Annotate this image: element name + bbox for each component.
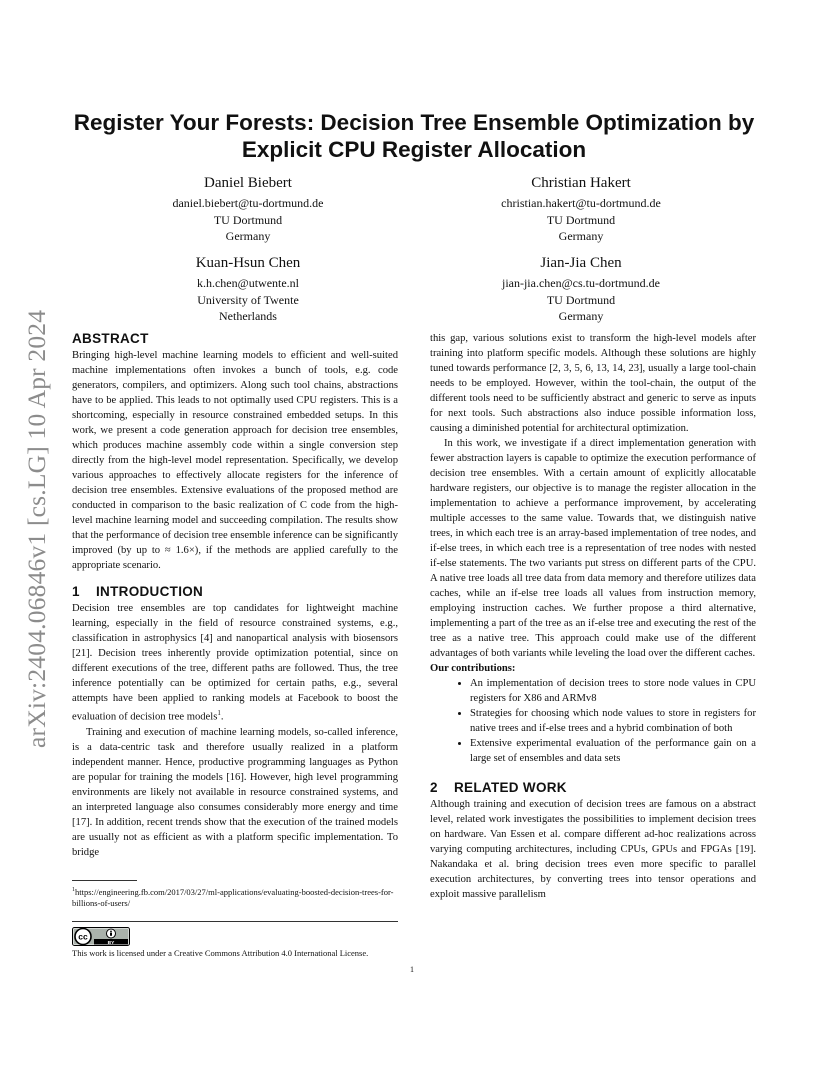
author-block-1: [118, 174, 378, 245]
related-heading: [430, 779, 756, 797]
footnote-mark: 1: [72, 887, 75, 893]
author-name: Daniel Biebert: [204, 175, 292, 191]
author-country: Germany: [558, 309, 604, 323]
abstract-heading: ABSTRACT: [72, 331, 149, 346]
related-paragraph-1: Although training and execution of decision trees are famous on a abstract level, related work investigates the possibilities to implement decision trees on hardware. Van Essen et al. compare different ad-hoc realizations across varying computing architectures, including CPUs, GPUs and FPGAs [19]. Nakandaka et al. bring decision trees even more specific to parallel execution architectures, by converting trees into tensor operations and exploit massive parallelism: [430, 799, 756, 900]
author-name: Christian Hakert: [531, 175, 631, 191]
contributions-list: [430, 676, 756, 766]
intro-paragraph-3: this gap, various solutions exist to transform the high-level models after training into platform specific models. Although these solutions are highly tuned towards performance [2, 3, 5, 6, 13, 14, 23], usually a large tool-chain needs to be employed. However, within the tool-chain, the output of the different tools need to be sufficiently abstract and generic to serve as inputs for next tools. Such abstractions also induce possible information loss, causing a diminished potential for architectural optimization.: [430, 333, 756, 434]
author-block-4: [451, 254, 711, 325]
list-item: • Extensive experimental evaluation of the performance gain on a large set of ensembles and data sets: [470, 736, 756, 766]
intro-paragraph-1: [72, 601, 398, 725]
cc-logo-text: cc: [78, 931, 88, 942]
section-number: 2: [430, 780, 438, 795]
author-block-2: [451, 174, 711, 245]
intro-paragraph-4: In this work, we investigate if a direct implementation generation with fewer abstraction layers is capable to optimize the execution performance of decision tree ensembles. With a certain amount of explicitly allocatable hardware registers, our objective is to manage the register allocation in the implementation to achieve a performance improvement, by accelerating multiple accesses to the same value. Towards that, we distinguish native trees, in which each tree is an array-based implementation of tree nodes, and if-else trees, in which each tree is a representation of tree nodes with nested if-else statements. The two variants put stress on different parts of the CPU. A native tree loads all tree data from data memory and therefore utilizes data caches, while an if-else tree loads all values from instruction memory, employing instruction caches. We further propose a third alternative, implementing a part of the tree as an if-else tree and executing the rest of the tree as a native tree. This approach could make use of the different advantages of both variants while leveling the load over the different caches.: [430, 438, 756, 659]
list-item: • Strategies for choosing which node values to store in registers for native trees and if-else trees and a hybrid combination of both: [470, 706, 756, 736]
intro-heading: [72, 583, 398, 601]
license-text: This work is licensed under a Creative Commons Attribution 4.0 International License.: [72, 948, 369, 958]
page-number: 1: [410, 965, 414, 974]
author-country: Germany: [558, 229, 604, 243]
footnote: [72, 885, 398, 909]
author-email: jian-jia.chen@cs.tu-dortmund.de: [501, 276, 660, 290]
cc-by-text: BY: [107, 940, 115, 946]
author-org: TU Dortmund: [546, 212, 616, 227]
footnote-ref[interactable]: 1: [217, 709, 221, 717]
right-column: [430, 331, 756, 902]
left-column: [72, 330, 398, 860]
license-rule: [72, 921, 398, 922]
author-org: TU Dortmund: [213, 212, 283, 227]
author-org: University of Twente: [197, 292, 299, 307]
abstract-text: Bringing high-level machine learning models to efficient and well-suited machine implementations often invokes a bunch of tools, e.g. code generators, compilers, and optimizers. Along such tool chains, abstractions have to be applied. This leads to not optimally used CPU registers. This is a shortcoming, especially in resource constrained embedded setups. In this work, we present a code generation approach for decision tree ensembles, which produces machine assembly code within a single conversion step directly from the high-level model representation. Specifically, we develop various approaches to effectively allocate registers for the inference of decision tree ensembles. Extensive evaluations of the proposed method are conducted in comparison to the basic realization of C code from the high-level machine learning model and succeeding compilation. The results show that the performance of decision tree ensemble inference can be significantly improved (by up to ≈ 1.6×), if the methods are applied carefully to the appropriate scenario.: [72, 350, 398, 571]
intro-paragraph-1-text: Decision tree ensembles are top candidates for lightweight machine learning, especially in the field of resource constrained systems, e.g., classification in astrophysics [4] and nanopartical analysis with biosensors [21]. Decision trees inherently provide optimization potential, since on different executions of the tree, different paths are followed. Thus, the tree inference potentially can be optimized for certain paths, e.g., several attempts have been applied to ranking models at Facebook to boost the evaluation of decision tree models: [72, 603, 398, 723]
intro-paragraph-1-end: .: [220, 711, 224, 723]
author-email: daniel.biebert@tu-dortmund.de: [172, 196, 324, 210]
section-title: INTRODUCTION: [96, 584, 204, 599]
paper-title: [60, 109, 768, 163]
footnote-link[interactable]: https://engineering.fb.com/2017/03/27/ml-applications/evaluating-boosted-decision-trees-for-billions-of-users/: [72, 886, 394, 908]
creative-commons-by-icon[interactable]: [72, 927, 130, 946]
author-org: TU Dortmund: [546, 292, 616, 307]
section-title: RELATED WORK: [454, 780, 567, 795]
footnote-rule: [72, 880, 137, 881]
author-country: Germany: [225, 229, 271, 243]
list-item: • An implementation of decision trees to store node values in CPU registers for X86 and ARMv8: [470, 676, 756, 706]
author-country: Netherlands: [219, 309, 277, 323]
author-email: k.h.chen@utwente.nl: [196, 276, 300, 290]
section-number: 1: [72, 584, 80, 599]
author-block-3: [118, 254, 378, 325]
title-line-2: Explicit CPU Register Allocation: [241, 137, 587, 162]
contributions-heading: Our contributions:: [430, 663, 516, 674]
arxiv-identifier: arXiv:2404.06846v1 [cs.LG] 10 Apr 2024: [22, 309, 51, 748]
author-name: Jian-Jia Chen: [540, 255, 622, 271]
intro-paragraph-2: Training and execution of machine learning models, so-called inference, is a data-centric task and therefore usually realized in a platform independent manner. Hence, productive programming languages as Python are popular for training the models [16]. However, high level programming environments are likely not available in resource constrained systems, and an interpreted language also consumes considerably more energy and time [17]. In addition, recent trends show that the execution of the trained models are usually not as efficient as with a platform specific implementation. To bridge: [72, 726, 398, 858]
author-name: Kuan-Hsun Chen: [195, 255, 301, 271]
title-line-1: Register Your Forests: Decision Tree Ensemble Optimization by: [73, 110, 755, 135]
author-email: christian.hakert@tu-dortmund.de: [501, 196, 661, 210]
